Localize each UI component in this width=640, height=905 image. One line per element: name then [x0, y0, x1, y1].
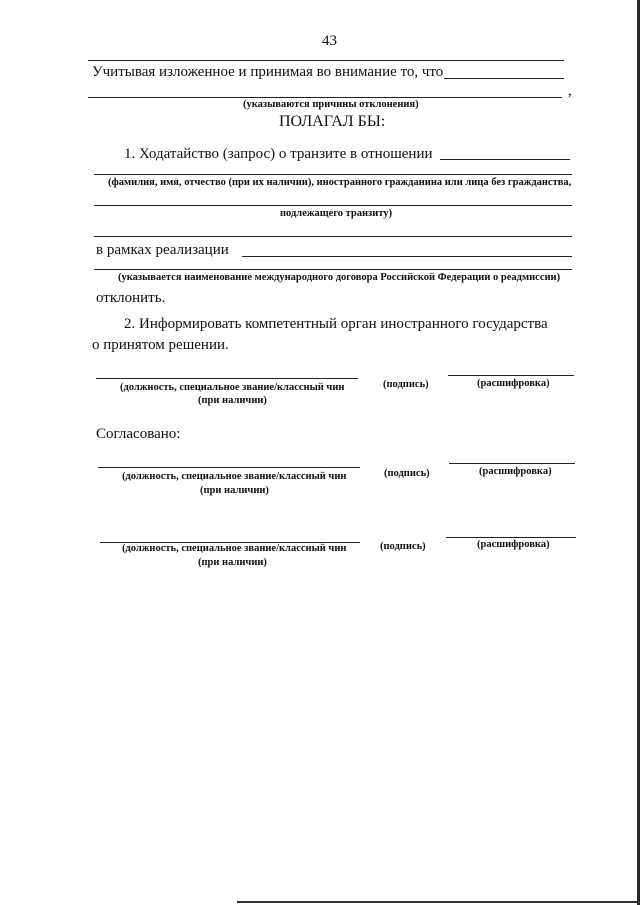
sig1-position-line: [96, 378, 358, 379]
person-line: [94, 174, 572, 175]
sig2-position-line: [98, 467, 360, 468]
sig2-position-caption2: (при наличии): [200, 485, 269, 496]
page-number: 43: [322, 33, 337, 49]
agreement-line: [94, 269, 572, 270]
sig3-name-line: [446, 537, 576, 538]
sig1-position-caption2: (при наличии): [198, 395, 267, 406]
decision-text: отклонить.: [96, 290, 166, 306]
sig2-signature-caption: (подпись): [384, 468, 430, 479]
sig1-signature-caption: (подпись): [383, 379, 429, 390]
item1-text: 1. Ходатайство (запрос) о транзите в отношении: [124, 146, 433, 162]
person-caption: (фамилия, имя, отчество (при их наличии), иностранного гражданина или лица без гражданства,: [108, 177, 572, 188]
sig1-name-caption: (расшифровка): [477, 378, 550, 389]
agreement-caption: (указывается наименование международного договора Российской Федерации о реадмиссии): [118, 272, 561, 283]
framework-fill-line: [242, 256, 572, 257]
sig2-name-caption: (расшифровка): [479, 466, 552, 477]
sig3-position-caption: (должность, специальное звание/классный чин: [122, 543, 347, 554]
approved-label: Согласовано:: [96, 426, 181, 442]
sig3-name-caption: (расшифровка): [477, 539, 550, 550]
person-line-2: [94, 205, 572, 206]
intro-text: Учитывая изложенное и принимая во внимание то, что: [92, 64, 444, 80]
reason-caption: (указываются причины отклонения): [243, 99, 419, 110]
heading: ПОЛАГАЛ БЫ:: [279, 113, 386, 130]
item2-line2: о принятом решении.: [92, 337, 229, 353]
reason-comma: ,: [568, 83, 572, 99]
transit-caption: подлежащего транзиту): [280, 208, 393, 219]
sig2-name-line: [449, 463, 575, 464]
header-rule: [88, 60, 564, 61]
person-line-3: [94, 236, 572, 237]
sig1-name-line: [448, 375, 574, 376]
intro-fill-line: [444, 78, 564, 79]
item1-fill-line: [440, 159, 570, 160]
scan-edge-bottom: [237, 901, 640, 903]
framework-label: в рамках реализации: [96, 242, 229, 258]
sig3-signature-caption: (подпись): [380, 541, 426, 552]
sig3-position-caption2: (при наличии): [198, 557, 267, 568]
reason-line: [88, 97, 562, 98]
item2-line1: 2. Информировать компетентный орган иностранного государства: [124, 316, 548, 332]
sig2-position-caption: (должность, специальное звание/классный чин: [122, 471, 347, 482]
sig1-position-caption: (должность, специальное звание/классный чин: [120, 382, 345, 393]
